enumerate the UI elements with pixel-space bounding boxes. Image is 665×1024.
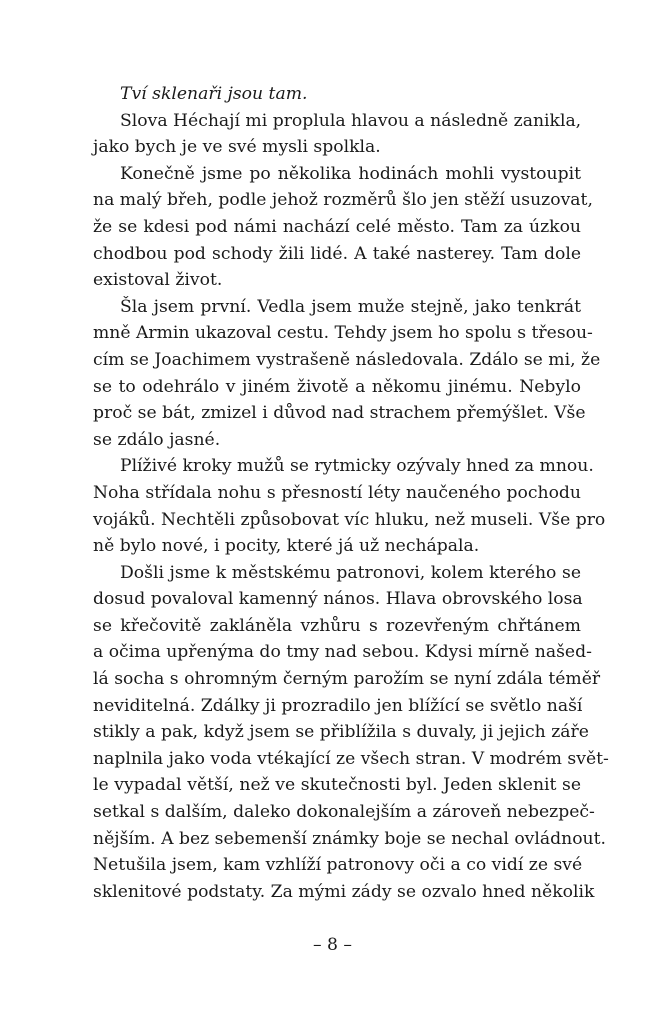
text-line: Plíživé kroky mužů se rytmicky ozývaly hned za mnou. [120,456,594,477]
text-line: Netušila jsem, kam vzhlíží patronovy oči a co vidí ze své [93,855,583,876]
text-line: Šla jsem první. Vedla jsem muže stejně, jako tenkrát [120,296,581,317]
text-line: Tví sklenaři jsou tam. [120,84,308,104]
text-line: Došli jsme k městskému patronovi, kolem kterého se [120,562,581,583]
text-line: ně bylo nové, i pocity, které já už nechápala. [93,536,480,557]
text-line: chodbou pod schody žili lidé. A také nasterey. Tam dole [93,243,581,264]
text-line: le vypadal větší, než ve skutečnosti byl. Jeden sklenit se [93,775,581,796]
paragraph [93,294,601,454]
paragraph [93,560,609,906]
text-line: sklenitové podstaty. Za mými zády se ozvalo hned několik [93,881,595,902]
paragraph [93,161,593,294]
text-line: existoval život. [93,270,223,291]
text-line: setkal s dalším, daleko dokonalejším a zároveň nebezpeč- [93,802,595,823]
text-line: jako bych je ve své mysli spolkla. [93,137,381,158]
text-line: se to odehrálo v jiném životě a někomu jinému. Nebylo [93,376,581,397]
paragraph [93,453,606,559]
text-line: že se kdesi pod námi nachází celé město. Tam za úzkou [93,216,581,237]
text-line: Konečně jsme po několika hodinách mohli vystoupit [120,163,581,184]
text-line: dosud povaloval kamenný nános. Hlava obrovského losa [93,589,583,610]
text-line: se křečovitě zakláněla vzhůru s rozevřeným chřtánem [93,615,581,636]
text-line: na malý břeh, podle jehož rozměrů šlo jen stěží usuzovat, [93,190,593,211]
text-line: lá socha s ohromným černým parožím se nyní zdála téměř [93,669,601,690]
text-line: se zdálo jasné. [93,429,221,450]
text-line: neviditelná. Zdálky ji prozradilo jen blížící se světlo naší [93,695,583,716]
text-line: stikly a pak, když jsem se přiblížila s duvaly, ji jejich záře [93,722,589,743]
text-line: naplnila jako voda vtékající ze všech stran. V modrém svět- [93,748,609,769]
page-number: – 8 – [312,935,353,955]
paragraph [93,108,581,161]
text-line: Slova Héchají mi proplula hlavou a následně zanikla, [120,110,582,131]
text-line: cím se Joachimem vystrašeně následovala. Zdálo se mi, že [93,349,601,370]
text-line: proč se bát, zmizel i důvod nad strachem přemýšlet. Vše [93,403,586,424]
text-line: nějším. A bez sebemenší známky boje se nechal ovládnout. [93,828,606,849]
text-line: a očima upřenýma do tmy nad sebou. Kdysi mírně našed- [93,642,592,663]
text-line: vojáků. Nechtěli způsobovat víc hluku, než museli. Vše pro [93,509,606,530]
paragraph [93,81,581,108]
body-text [93,81,609,905]
text-line: mně Armin ukazoval cestu. Tehdy jsem ho spolu s třesou- [93,323,593,344]
text-line: Noha střídala nohu s přesností léty naučeného pochodu [93,482,581,503]
